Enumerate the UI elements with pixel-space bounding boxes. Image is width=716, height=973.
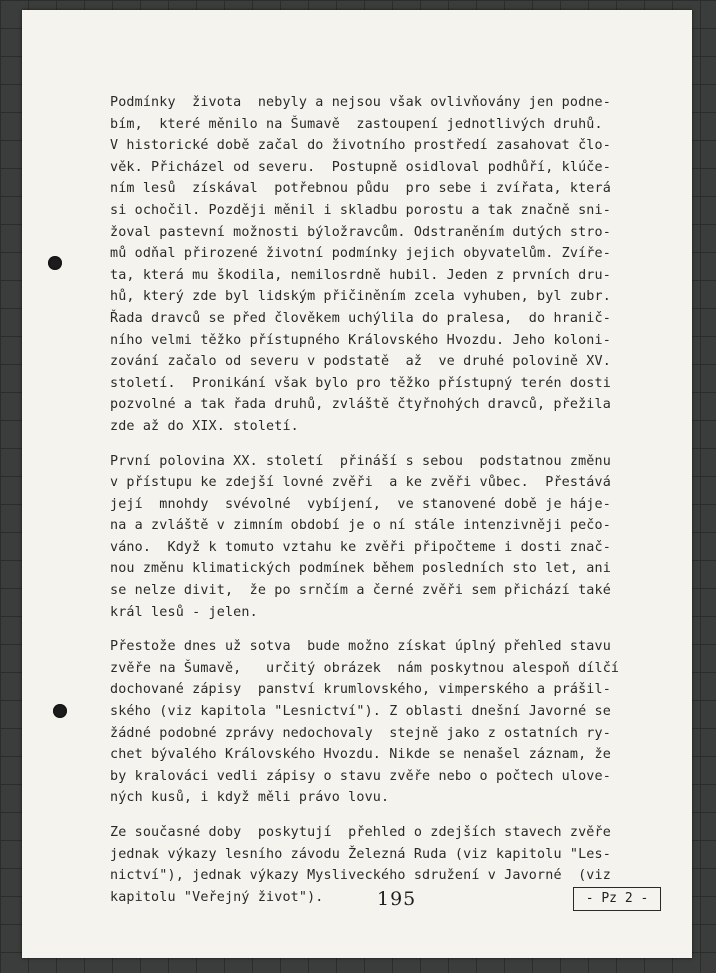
text-line: ných kusů, i když měli právo lovu. [110, 790, 390, 806]
text-line: jednak výkazy lesního závodu Železná Ruda (viz kapitolu "Les- [110, 846, 611, 862]
text-line: na a zvláště v zimním období je o ní stále intenzivněji pečo- [110, 518, 611, 534]
text-line: hů, který zde byl lidským přičiněním zcela vyhuben, byl zubr. [110, 289, 611, 305]
text-line: ním lesů získával potřebnou půdu pro sebe i zvířata, která [110, 181, 611, 197]
text-line: V historické době začal do životního prostředí zasahovat člo- [110, 138, 611, 154]
text-line: ského (viz kapitola "Lesnictví"). Z oblasti dnešní Javorné se [110, 704, 611, 720]
text-line: dochované zápisy panství krumlovského, vimperského a prášil- [110, 682, 611, 698]
paragraph [110, 636, 630, 809]
text-line: ního velmi těžko přístupného Královského Hvozdu. Jeho koloni- [110, 332, 611, 348]
text-line: chet bývalého Královského Hvozdu. Nikde se nenašel záznam, že [110, 747, 611, 763]
text-line: zde až do XIX. století. [110, 418, 299, 434]
punch-hole [48, 256, 62, 270]
text-line: Řada dravců se před člověkem uchýlila do pralesa, do hranič- [110, 310, 611, 326]
text-line: století. Pronikání však bylo pro těžko přístupný terén dosti [110, 375, 611, 391]
text-line: žoval pastevní možnosti býložravcům. Odstraněním dutých stro- [110, 224, 611, 240]
text-line: věk. Přicházel od severu. Postupně osidloval podhůří, klúče- [110, 159, 611, 175]
document-page [22, 10, 692, 958]
paragraph [110, 451, 630, 624]
text-line: váno. Když k tomuto vztahu ke zvěři připočteme i dosti znač- [110, 539, 611, 555]
text-line: její mnohdy svévolné vybíjení, ve stanovené době je háje- [110, 496, 611, 512]
text-line: nictví"), jednak výkazy Mysliveckého sdružení v Javorné (viz [110, 868, 611, 884]
text-line: si ochočil. Později měnil i skladbu porostu a tak značně sni- [110, 202, 611, 218]
text-line: nou změnu klimatických podmínek během posledních sto let, ani [110, 561, 611, 577]
paragraph [110, 92, 630, 438]
page-number: 195 [377, 888, 417, 910]
text-line: bím, které měnilo na Šumavě zastoupení jednotlivých druhů. [110, 116, 603, 132]
text-line: pozvolné a tak řada druhů, zvláště čtyřnohých dravců, přežila [110, 397, 611, 413]
page-label-box: - Pz 2 - [573, 887, 661, 911]
text-line: První polovina XX. století přináší s sebou podstatnou změnu [110, 453, 611, 469]
text-line: Ze současné doby poskytují přehled o zdejších stavech zvěře [110, 825, 611, 840]
paragraph [110, 822, 630, 908]
text-line: Podmínky života nebyly a nejsou však ovlivňovány jen podne- [110, 95, 611, 110]
text-line: zování začalo od severu v podstatě až ve druhé polovině XV. [110, 354, 611, 370]
punch-hole [53, 704, 67, 718]
text-line: kapitolu "Veřejný život"). [110, 889, 324, 905]
body-text [110, 92, 630, 921]
text-line: ta, která mu škodila, nemilosrdně hubil. Jeden z prvních dru- [110, 267, 611, 283]
text-line: mů odňal přirozené životní podmínky jejich obyvatelům. Zvíře- [110, 246, 611, 262]
text-line: by kralováci vedli zápisy o stavu zvěře nebo o počtech ulove- [110, 768, 611, 784]
text-line: zvěře na Šumavě, určitý obrázek nám poskytnou alespoň dílčí [110, 660, 620, 676]
text-line: král lesů - jelen. [110, 604, 258, 620]
text-line: se nelze divit, že po srnčím a černé zvěři sem přichází také [110, 583, 611, 599]
text-line: v přístupu ke zdejší lovné zvěři a ke zvěři vůbec. Přestává [110, 475, 611, 491]
text-line: žádné podobné zprávy nedochovaly stejně jako z ostatních ry- [110, 725, 611, 741]
text-line: Přestože dnes už sotva bude možno získat úplný přehled stavu [110, 639, 611, 655]
